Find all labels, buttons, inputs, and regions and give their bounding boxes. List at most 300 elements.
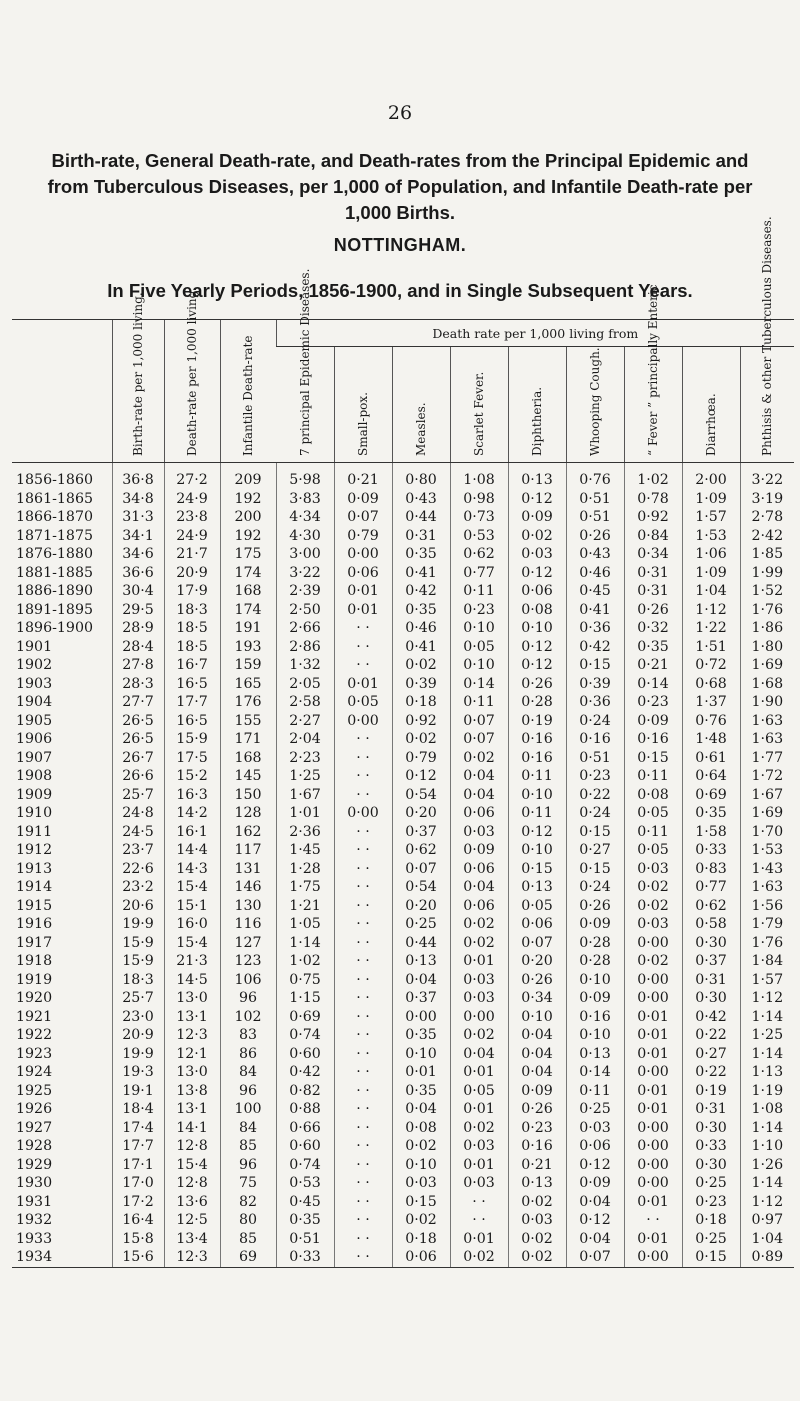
row-period: 1928 <box>16 1138 53 1154</box>
table-cell: 0·04 <box>450 1045 508 1064</box>
table-row <box>12 712 794 731</box>
table-cell: · · <box>334 1248 392 1267</box>
table-cell: 0·04 <box>392 971 450 990</box>
table-cell: 0·41 <box>566 601 624 620</box>
table-cell: 0·03 <box>392 1174 450 1193</box>
table-cell: 0·27 <box>682 1045 740 1064</box>
table-cell: 123 <box>220 952 276 971</box>
table-cell: 0·10 <box>508 786 566 805</box>
row-period: 1861-1865 <box>16 490 94 507</box>
row-period: 1896-1900 <box>16 620 94 636</box>
table-cell: 24·5 <box>112 823 164 842</box>
table-cell: 1·84 <box>740 952 794 971</box>
table-cell: 86 <box>220 1045 276 1064</box>
table-cell: 1·15 <box>276 989 334 1008</box>
table-cell: 0·00 <box>624 989 682 1008</box>
table-cell: 0·64 <box>682 767 740 786</box>
table-cell: 0·43 <box>566 545 624 564</box>
table-cell: 0·11 <box>450 693 508 712</box>
table-cell: 0·04 <box>566 1230 624 1249</box>
table-cell: 0·04 <box>450 767 508 786</box>
table-cell: 0·02 <box>392 730 450 749</box>
table-cell: 0·12 <box>508 564 566 583</box>
table-row <box>12 564 794 583</box>
row-period: 1920 <box>16 990 53 1006</box>
table-cell: 0·08 <box>392 1119 450 1138</box>
table-cell: 100 <box>220 1100 276 1119</box>
table-cell: 0·44 <box>392 934 450 953</box>
table-cell: 1·14 <box>276 934 334 953</box>
table-cell: 0·21 <box>508 1156 566 1175</box>
table-cell: 1·09 <box>682 564 740 583</box>
table-row <box>12 1230 794 1249</box>
table-cell: 1·69 <box>740 804 794 823</box>
row-period: 1922 <box>16 1027 53 1043</box>
table-cell: 0·01 <box>450 952 508 971</box>
table-cell: 0·01 <box>624 1026 682 1045</box>
table-cell: 3·22 <box>740 463 794 490</box>
table-cell: 80 <box>220 1211 276 1230</box>
table-cell: 24·9 <box>164 490 220 509</box>
table-cell: 85 <box>220 1137 276 1156</box>
table-cell: 0·16 <box>508 1137 566 1156</box>
table-cell: 34·8 <box>112 490 164 509</box>
table-cell: 12·3 <box>164 1026 220 1045</box>
table-cell: 17·7 <box>164 693 220 712</box>
table-cell: 15·9 <box>112 952 164 971</box>
table-row <box>12 934 794 953</box>
table-row <box>12 878 794 897</box>
row-period: 1919 <box>16 971 53 988</box>
table-cell: 0·97 <box>740 1211 794 1230</box>
table-cell: 174 <box>220 564 276 583</box>
table-cell: 0·21 <box>334 463 392 490</box>
table-cell: 0·03 <box>508 1211 566 1230</box>
table-cell: 28·9 <box>112 619 164 638</box>
table-cell: 0·02 <box>624 952 682 971</box>
table-cell: 0·11 <box>450 582 508 601</box>
table-cell: 0·23 <box>450 601 508 620</box>
table-cell: 171 <box>220 730 276 749</box>
table-cell: 17·5 <box>164 749 220 768</box>
table-cell: 0·12 <box>508 656 566 675</box>
table-cell: 0·02 <box>508 1248 566 1267</box>
table-cell: 15·1 <box>164 897 220 916</box>
table-cell: 0·36 <box>566 619 624 638</box>
table-cell: 0·01 <box>624 1082 682 1101</box>
table-cell: 0·10 <box>508 619 566 638</box>
table-cell: 0·12 <box>508 638 566 657</box>
table-cell: 0·11 <box>508 767 566 786</box>
table-cell: 0·19 <box>508 712 566 731</box>
row-period: 1932 <box>16 1212 53 1228</box>
table-cell: 0·60 <box>276 1045 334 1064</box>
table-cell: · · <box>334 1137 392 1156</box>
table-cell: 0·01 <box>450 1156 508 1175</box>
table-cell: 3·00 <box>276 545 334 564</box>
table-cell: 84 <box>220 1119 276 1138</box>
table-cell: 0·03 <box>450 971 508 990</box>
table-cell: 0·28 <box>566 934 624 953</box>
table-cell: 0·13 <box>508 878 566 897</box>
table-cell: 75 <box>220 1174 276 1193</box>
table-cell: 1·53 <box>682 527 740 546</box>
header-death-rate: Death-rate per 1,000 living. <box>164 320 220 463</box>
table-cell: 0·11 <box>508 804 566 823</box>
table-row <box>12 786 794 805</box>
table-cell: 15·6 <box>112 1248 164 1267</box>
table-cell: 3·22 <box>276 564 334 583</box>
table-cell: 17·1 <box>112 1156 164 1175</box>
table-cell: 0·25 <box>682 1230 740 1249</box>
table-cell: · · <box>334 656 392 675</box>
table-cell: 0·02 <box>450 934 508 953</box>
table-cell: 0·00 <box>624 1156 682 1175</box>
table-cell: 145 <box>220 767 276 786</box>
table-cell: 16·5 <box>164 675 220 694</box>
table-cell: 0·11 <box>566 1082 624 1101</box>
row-period: 1904 <box>16 694 53 710</box>
table-cell: 15·2 <box>164 767 220 786</box>
table-cell: 16·3 <box>164 786 220 805</box>
table-cell: 0·14 <box>566 1063 624 1082</box>
table-cell: 0·07 <box>334 508 392 527</box>
table-cell: 0·46 <box>566 564 624 583</box>
table-cell: 0·01 <box>624 1045 682 1064</box>
table-cell: 23·2 <box>112 878 164 897</box>
table-cell: 200 <box>220 508 276 527</box>
table-cell: 0·51 <box>566 508 624 527</box>
table-row <box>12 545 794 564</box>
table-row <box>12 989 794 1008</box>
table-cell: 0·15 <box>508 860 566 879</box>
table-cell: 1·72 <box>740 767 794 786</box>
table-cell: 0·77 <box>450 564 508 583</box>
table-row <box>12 601 794 620</box>
table-cell: 4·30 <box>276 527 334 546</box>
table-cell: 159 <box>220 656 276 675</box>
table-cell: 0·31 <box>682 971 740 990</box>
table-cell: · · <box>334 841 392 860</box>
table-cell: 191 <box>220 619 276 638</box>
table-cell: · · <box>334 1008 392 1027</box>
table-cell: 0·68 <box>682 675 740 694</box>
table-cell: 0·13 <box>566 1045 624 1064</box>
table-cell: 0·92 <box>624 508 682 527</box>
table-cell: 0·60 <box>276 1137 334 1156</box>
table-cell: 2·86 <box>276 638 334 657</box>
table-cell: 3·83 <box>276 490 334 509</box>
table-cell: 0·06 <box>450 860 508 879</box>
table-cell: 20·9 <box>164 564 220 583</box>
table-cell: 0·31 <box>392 527 450 546</box>
table-cell: 0·10 <box>508 1008 566 1027</box>
table-cell: 12·8 <box>164 1137 220 1156</box>
table-cell: 27·2 <box>164 463 220 490</box>
table-cell: 0·26 <box>508 675 566 694</box>
table-cell: 1·08 <box>740 1100 794 1119</box>
table-row <box>12 527 794 546</box>
table-cell: · · <box>334 1082 392 1101</box>
table-cell: 127 <box>220 934 276 953</box>
table-cell: 0·42 <box>392 582 450 601</box>
table-cell: 0·01 <box>450 1100 508 1119</box>
table-cell: 1·06 <box>682 545 740 564</box>
table-cell: 1·90 <box>740 693 794 712</box>
table-cell: 0·06 <box>566 1137 624 1156</box>
table-cell: 12·1 <box>164 1045 220 1064</box>
table-cell: 0·22 <box>682 1026 740 1045</box>
table-cell: 0·30 <box>682 934 740 953</box>
table-cell: 0·35 <box>624 638 682 657</box>
table-cell: 31·3 <box>112 508 164 527</box>
table-row <box>12 841 794 860</box>
table-cell: 17·7 <box>112 1137 164 1156</box>
table-cell: 0·76 <box>682 712 740 731</box>
table-row <box>12 823 794 842</box>
table-cell: 0·26 <box>624 601 682 620</box>
table-cell: 0·34 <box>508 989 566 1008</box>
row-period: 1933 <box>16 1230 53 1247</box>
table-cell: 0·08 <box>508 601 566 620</box>
table-cell: 146 <box>220 878 276 897</box>
table-cell: 15·9 <box>164 730 220 749</box>
table-cell: 0·37 <box>392 989 450 1008</box>
table-cell: · · <box>334 638 392 657</box>
table-cell: 36·6 <box>112 564 164 583</box>
header-diarrhoea: Diarrhœa. <box>682 347 740 463</box>
table-cell: 1·52 <box>740 582 794 601</box>
table-cell: 1·32 <box>276 656 334 675</box>
table-cell: 0·26 <box>566 527 624 546</box>
table-cell: 0·03 <box>450 1174 508 1193</box>
table-cell: 0·19 <box>682 1082 740 1101</box>
table-cell: 0·24 <box>566 804 624 823</box>
table-cell: 0·77 <box>682 878 740 897</box>
header-fever-enteric: “ Fever ” principally Enteric <box>624 347 682 463</box>
table-cell: 0·51 <box>276 1230 334 1249</box>
table-cell: 17·9 <box>164 582 220 601</box>
table-cell: 150 <box>220 786 276 805</box>
table-row <box>12 582 794 601</box>
table-cell: 0·09 <box>450 841 508 860</box>
table-cell: 1·22 <box>682 619 740 638</box>
table-cell: 0·04 <box>566 1193 624 1212</box>
table-cell: 96 <box>220 1082 276 1101</box>
table-cell: 16·7 <box>164 656 220 675</box>
table-cell: 2·00 <box>682 463 740 490</box>
table-cell: 0·53 <box>450 527 508 546</box>
row-period: 1923 <box>16 1045 53 1062</box>
table-cell: 0·07 <box>450 730 508 749</box>
table-cell: 1·63 <box>740 878 794 897</box>
table-cell: 0·10 <box>450 656 508 675</box>
table-cell: 1·48 <box>682 730 740 749</box>
row-period: 1912 <box>16 842 53 858</box>
table-cell: 0·01 <box>334 675 392 694</box>
table-cell: 0·03 <box>450 989 508 1008</box>
table-cell: 128 <box>220 804 276 823</box>
table-cell: 83 <box>220 1026 276 1045</box>
table-cell: 24·8 <box>112 804 164 823</box>
table-cell: 0·03 <box>450 823 508 842</box>
table-cell: · · <box>334 619 392 638</box>
table-cell: 0·35 <box>276 1211 334 1230</box>
table-cell: 0·03 <box>450 1137 508 1156</box>
table-cell: 16·1 <box>164 823 220 842</box>
table-cell: 2·05 <box>276 675 334 694</box>
row-period: 1856-1860 <box>16 472 94 488</box>
table-cell: 0·02 <box>450 915 508 934</box>
table-cell: 1·10 <box>740 1137 794 1156</box>
table-cell: 16·0 <box>164 915 220 934</box>
row-period: 1917 <box>16 934 53 951</box>
table-cell: 14·2 <box>164 804 220 823</box>
table-cell: 0·84 <box>624 527 682 546</box>
table-cell: 0·09 <box>566 915 624 934</box>
table-cell: 0·98 <box>450 490 508 509</box>
table-cell: 0·02 <box>624 897 682 916</box>
table-cell: 0·69 <box>682 786 740 805</box>
table-cell: · · <box>334 1026 392 1045</box>
table-cell: 19·9 <box>112 1045 164 1064</box>
table-cell: 0·06 <box>508 915 566 934</box>
table-row <box>12 860 794 879</box>
table-cell: 0·80 <box>392 463 450 490</box>
table-cell: 1·80 <box>740 638 794 657</box>
table-cell: 0·61 <box>682 749 740 768</box>
table-row <box>12 1248 794 1267</box>
table-cell: 0·00 <box>624 1063 682 1082</box>
table-cell: 0·02 <box>450 1026 508 1045</box>
table-cell: 1·02 <box>276 952 334 971</box>
table-cell: 0·23 <box>508 1119 566 1138</box>
header-whooping-cough: Whooping Cough. <box>566 347 624 463</box>
table-cell: 0·10 <box>450 619 508 638</box>
table-row <box>12 1119 794 1138</box>
table-cell: 0·06 <box>450 897 508 916</box>
table-cell: 0·05 <box>624 841 682 860</box>
table-cell: 0·51 <box>566 490 624 509</box>
table-row <box>12 1082 794 1101</box>
table-cell: 0·05 <box>624 804 682 823</box>
table-cell: 26·7 <box>112 749 164 768</box>
table-cell: 0·00 <box>334 545 392 564</box>
table-cell: 0·01 <box>624 1193 682 1212</box>
table-row <box>12 1008 794 1027</box>
table-cell: 1·86 <box>740 619 794 638</box>
table-cell: 0·07 <box>392 860 450 879</box>
table-row <box>12 1045 794 1064</box>
table-cell: 0·51 <box>566 749 624 768</box>
table-cell: 0·00 <box>624 934 682 953</box>
table-cell: 0·43 <box>392 490 450 509</box>
table-cell: · · <box>334 1174 392 1193</box>
table-cell: 1·43 <box>740 860 794 879</box>
table-cell: 0·25 <box>682 1174 740 1193</box>
table-cell: 192 <box>220 490 276 509</box>
table-cell: 0·26 <box>566 897 624 916</box>
table-cell: 0·74 <box>276 1026 334 1045</box>
table-cell: 0·35 <box>682 804 740 823</box>
table-cell: 0·58 <box>682 915 740 934</box>
table-cell: 155 <box>220 712 276 731</box>
table-cell: 0·02 <box>508 527 566 546</box>
table-cell: 1·26 <box>740 1156 794 1175</box>
table-cell: 16·5 <box>164 712 220 731</box>
table-cell: 15·4 <box>164 934 220 953</box>
table-cell: 0·13 <box>508 1174 566 1193</box>
table-cell: 0·07 <box>566 1248 624 1267</box>
table-cell: 0·53 <box>276 1174 334 1193</box>
table-cell: 0·31 <box>624 564 682 583</box>
row-period: 1913 <box>16 860 53 877</box>
table-cell: 0·00 <box>450 1008 508 1027</box>
table-cell: 0·45 <box>276 1193 334 1212</box>
row-period: 1902 <box>16 657 53 673</box>
table-row <box>12 1026 794 1045</box>
header-infantile-death-rate: Infantile Death-rate <box>220 320 276 463</box>
table-cell: 0·37 <box>392 823 450 842</box>
table-cell: 2·39 <box>276 582 334 601</box>
table-row <box>12 804 794 823</box>
table-cell: 13·6 <box>164 1193 220 1212</box>
row-period: 1926 <box>16 1101 53 1117</box>
table-cell: 1·77 <box>740 749 794 768</box>
table-cell: 22·6 <box>112 860 164 879</box>
table-cell: 19·9 <box>112 915 164 934</box>
row-period: 1910 <box>16 805 53 821</box>
table-cell: 1·14 <box>740 1045 794 1064</box>
table-row <box>12 730 794 749</box>
table-cell: 0·62 <box>450 545 508 564</box>
table-cell: · · <box>334 934 392 953</box>
table-cell: 0·72 <box>682 656 740 675</box>
table-cell: 0·82 <box>276 1082 334 1101</box>
table-body <box>12 463 794 1268</box>
table-cell: 0·16 <box>566 1008 624 1027</box>
table-cell: 34·6 <box>112 545 164 564</box>
table-cell: 15·4 <box>164 878 220 897</box>
table-row <box>12 638 794 657</box>
row-period: 1903 <box>16 675 53 692</box>
table-cell: 0·02 <box>450 1119 508 1138</box>
table-cell: 0·12 <box>508 823 566 842</box>
table-cell: 165 <box>220 675 276 694</box>
table-cell: 1·76 <box>740 934 794 953</box>
table-cell: 117 <box>220 841 276 860</box>
table-cell: 162 <box>220 823 276 842</box>
table-subtitle: In Five Yearly Periods, 1856-1900, and in Single Subsequent Years. <box>107 280 693 301</box>
table-cell: 0·15 <box>566 823 624 842</box>
header-epidemic-diseases: 7 principal Epidemic Diseases. <box>276 347 334 463</box>
table-cell: 1·08 <box>450 463 508 490</box>
table-cell: 1·67 <box>276 786 334 805</box>
table-cell: 28·4 <box>112 638 164 657</box>
table-cell: 0·66 <box>276 1119 334 1138</box>
table-cell: 0·10 <box>392 1156 450 1175</box>
table-cell: 0·00 <box>624 1248 682 1267</box>
row-period: 1921 <box>16 1008 53 1025</box>
table-cell: 18·4 <box>112 1100 164 1119</box>
header-small-pox: Small-pox. <box>334 347 392 463</box>
table-cell: 18·5 <box>164 638 220 657</box>
row-period: 1871-1875 <box>16 527 94 544</box>
table-cell: 0·18 <box>392 1230 450 1249</box>
table-cell: 0·05 <box>450 1082 508 1101</box>
table-cell: · · <box>334 767 392 786</box>
table-cell: 0·06 <box>508 582 566 601</box>
